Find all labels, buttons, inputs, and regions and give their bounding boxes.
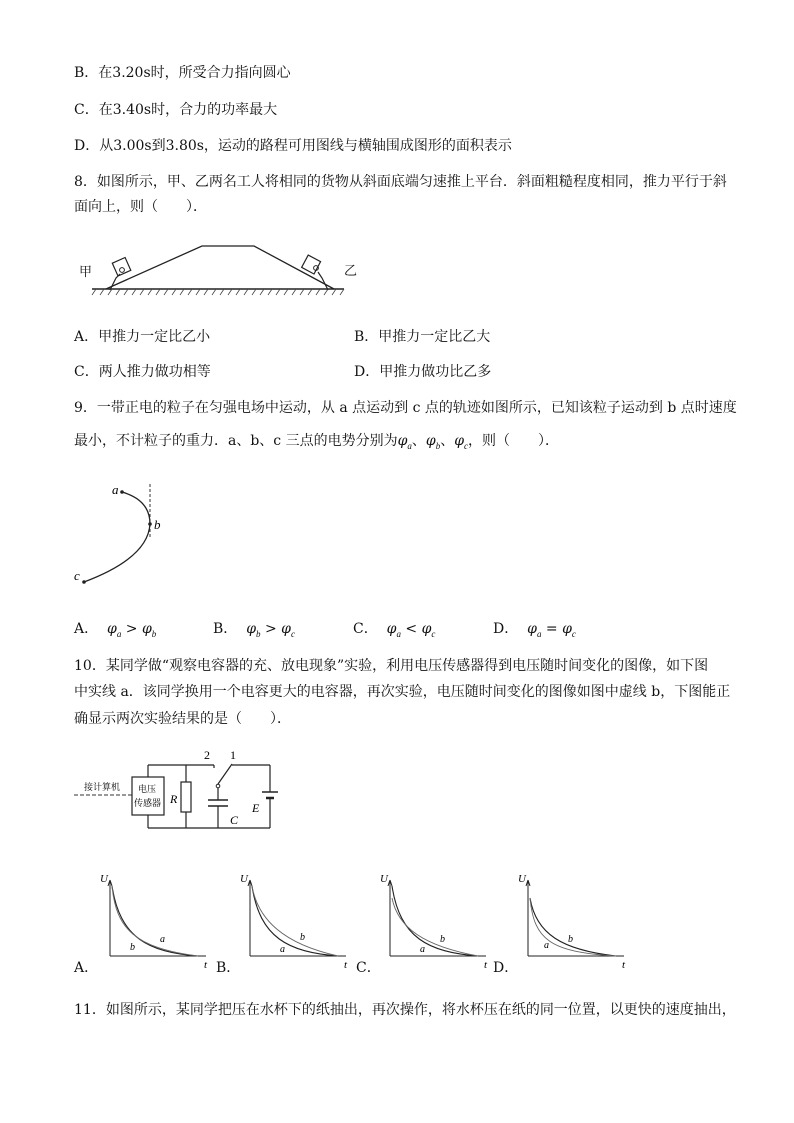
graph-c-curve-upper: b bbox=[440, 934, 445, 945]
prev-option-d: D．从3.00s到3.80s，运动的路程可用图线与横轴围成图形的面积表示 bbox=[74, 138, 512, 154]
point-c-label: c bbox=[74, 568, 80, 583]
computer-label: 接计算机 bbox=[84, 782, 121, 792]
q9-option-d: D． $\varphi_a = \varphi_c$ bbox=[493, 621, 576, 639]
sensor-label-line2: 传感器 bbox=[134, 798, 162, 808]
graph-a-plot bbox=[98, 868, 218, 972]
graph-a-y-axis-label: U bbox=[100, 873, 108, 885]
q10-option-d: D． bbox=[493, 960, 519, 976]
graph-c-y-axis-label: U bbox=[380, 873, 388, 885]
q8-figure-label-left: 甲 bbox=[79, 265, 93, 280]
q9-option-c: C． $\varphi_a < \varphi_c$ bbox=[353, 621, 436, 639]
switch-contact-2-label: 2 bbox=[204, 748, 210, 762]
prev-option-b: B．在3.20s时，所受合力指向圆心 bbox=[74, 65, 291, 81]
q9-trajectory-figure bbox=[70, 478, 180, 588]
q9-stem-line2-end: ，则（ ）． bbox=[468, 433, 560, 449]
battery-label: E bbox=[252, 801, 260, 815]
q8-stem-line1: 8．如图所示，甲、乙两名工人将相同的货物从斜面底端匀速推上平台．斜面粗糙程度相同，推力平行于斜 bbox=[74, 174, 727, 190]
q8-option-d: D．甲推力做功比乙多 bbox=[354, 364, 492, 380]
graph-b-plot bbox=[238, 868, 358, 972]
q8-stem-line2: 面向上，则（ ）． bbox=[74, 199, 207, 215]
graph-b-x-axis-label: t bbox=[344, 959, 348, 971]
prev-option-c: C．在3.40s时，合力的功率最大 bbox=[74, 102, 278, 118]
graph-b-y-axis-label: U bbox=[240, 873, 248, 885]
capacitor-label: C bbox=[230, 813, 239, 827]
q9-stem-line2 bbox=[74, 431, 559, 456]
q11-stem-line1: 11．如图所示，某同学把压在水杯下的纸抽出，再次操作，将水杯压在纸的同一位置，以更快的速度抽出， bbox=[74, 1002, 736, 1018]
q10-graph-d bbox=[516, 868, 636, 972]
graph-d-plot bbox=[516, 868, 636, 972]
q9-stem-line1: 9．一带正电的粒子在匀强电场中运动，从 a 点运动到 c 点的轨迹如图所示，已知该粒子运动到 b 点时速度 bbox=[74, 400, 737, 416]
q8-option-a: A．甲推力一定比乙小 bbox=[74, 329, 211, 345]
graph-b-curve-upper: b bbox=[300, 932, 305, 943]
point-a-label: a bbox=[112, 482, 119, 497]
q8-figure-label-right: 乙 bbox=[344, 264, 358, 279]
q8-option-b: B．甲推力一定比乙大 bbox=[354, 329, 491, 345]
graph-d-y-axis-label: U bbox=[518, 873, 526, 885]
q10-stem-line1: 10．某同学做“观察电容器的充、放电现象”实验，利用电压传感器得到电压随时间变化的图像，如下图 bbox=[74, 658, 709, 674]
q10-option-b: B． bbox=[216, 960, 241, 976]
q10-graph-a bbox=[98, 868, 218, 972]
q10-graph-b bbox=[238, 868, 358, 972]
graph-b-curve-lower: a bbox=[280, 944, 285, 955]
graph-a-curve-lower: b bbox=[130, 942, 135, 953]
switch-contact-1-label: 1 bbox=[230, 748, 236, 762]
graph-d-curve-lower: a bbox=[544, 940, 549, 951]
graph-d-x-axis-label: t bbox=[622, 959, 626, 971]
q10-circuit-diagram bbox=[72, 748, 292, 848]
q10-option-a: A． bbox=[74, 960, 99, 976]
sensor-label-line1: 电压 bbox=[138, 784, 157, 794]
q8-option-c: C．两人推力做功相等 bbox=[74, 364, 211, 380]
potential-symbols: $\varphi_a$、$\varphi_b$、$\varphi_c$ bbox=[397, 433, 469, 451]
q8-ramp-figure bbox=[76, 238, 356, 298]
q10-stem-line2: 中实线 a．该同学换用一个电容更大的电容器，再次实验，电压随时间变化的图像如图中虚线 b，下图能正 bbox=[74, 684, 731, 700]
graph-c-x-axis-label: t bbox=[484, 959, 488, 971]
q10-stem-line3: 确显示两次实验结果的是（ ）． bbox=[74, 711, 291, 727]
graph-a-curve-upper: a bbox=[160, 934, 165, 945]
q9-stem-line2-text: 最小，不计粒子的重力．a、b、c 三点的电势分别为 bbox=[74, 433, 398, 449]
resistor-label: R bbox=[170, 792, 178, 806]
graph-d-curve-upper: b bbox=[568, 934, 573, 945]
q10-option-c: C． bbox=[356, 960, 381, 976]
graph-c-plot bbox=[378, 868, 498, 972]
q10-graph-c bbox=[378, 868, 498, 972]
graph-c-curve-lower: a bbox=[420, 944, 425, 955]
graph-a-x-axis-label: t bbox=[204, 959, 208, 971]
q9-option-b: B． $\varphi_b > \varphi_c$ bbox=[213, 621, 295, 639]
point-b-label: b bbox=[154, 517, 161, 532]
q9-option-a: A． $\varphi_a > \varphi_b$ bbox=[74, 621, 157, 639]
